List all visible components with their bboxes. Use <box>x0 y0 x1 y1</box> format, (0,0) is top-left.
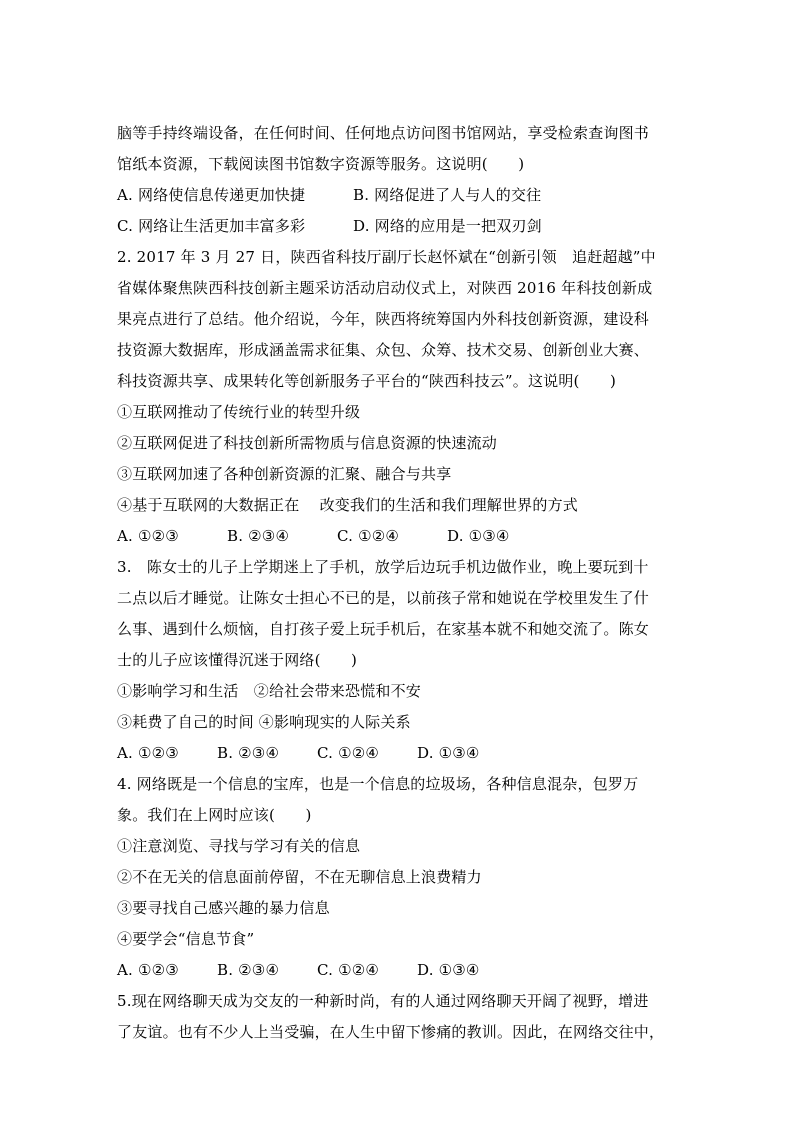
q3-line-2: 二点以后才睡觉。让陈女士担心不已的是，以前孩子常和她说在学校里发生了什 <box>117 589 650 607</box>
q4-statement-3: ③要寻找自己感兴趣的暴力信息 <box>117 899 330 917</box>
q2-statement-4: ④基于互联网的大数据正在 改变我们的生活和我们理解世界的方式 <box>117 496 578 514</box>
q1-options-row-1 <box>117 180 677 211</box>
q3-option-a: A. ①②③ <box>117 744 179 762</box>
q2-statement-3: ③互联网加速了各种创新资源的汇聚、融合与共享 <box>117 465 452 483</box>
q2-line-3: 果亮点进行了总结。他介绍说，今年，陕西将统筹国内外科技创新资源，建设科 <box>117 310 650 328</box>
q2-option-c: C. ①②④ <box>337 527 400 545</box>
q2-line-2: 省媒体聚焦陕西科技创新主题采访活动启动仪式上，对陕西 2016 年科技创新成 <box>117 279 653 297</box>
q1-line-2: 馆纸本资源，下载阅读图书馆数字资源等服务。这说明( ) <box>117 155 525 173</box>
q2-option-d: D. ①③④ <box>447 527 510 545</box>
q4-line-1: 4. 网络既是一个信息的宝库，也是一个信息的垃圾场，各种信息混杂，包罗万 <box>117 775 639 793</box>
q1-option-d: D. 网络的应用是一把双刃剑 <box>353 217 542 235</box>
q3-options-row <box>117 738 677 769</box>
q1-line-1: 脑等手持终端设备，在任何时间、任何地点访问图书馆网站，享受检索查询图书 <box>117 124 650 142</box>
q1-option-c: C. 网络让生活更加丰富多彩 <box>117 217 306 235</box>
q2-options-row <box>117 521 677 552</box>
q3-option-d: D. ①③④ <box>417 744 480 762</box>
q3-statement-1: ①影响学习和生活 ②给社会带来恐慌和不安 <box>117 682 422 700</box>
q1-options-row-2 <box>117 211 677 242</box>
q5-line-1: 5.现在网络聊天成为交友的一种新时尚，有的人通过网络聊天开阔了视野，增进 <box>117 992 649 1010</box>
q4-statement-4: ④要学会“信息节食” <box>117 930 255 948</box>
q2-line-4: 技资源大数据库，形成涵盖需求征集、众包、众筹、技术交易、创新创业大赛、 <box>117 341 650 359</box>
q1-option-b: B. 网络促进了人与人的交往 <box>353 186 542 204</box>
q2-line-1: 2. 2017 年 3 月 27 日，陕西省科技厅副厅长赵怀斌在“创新引领 追赶超越”中 <box>117 248 656 266</box>
q4-option-c: C. ①②④ <box>317 961 380 979</box>
q2-option-b: B. ②③④ <box>227 527 290 545</box>
q4-options-row <box>117 955 677 986</box>
q3-option-b: B. ②③④ <box>217 744 280 762</box>
q3-line-3: 么事、遇到什么烦恼，自打孩子爱上玩手机后，在家基本就不和她交流了。陈女 <box>117 620 650 638</box>
q2-line-5: 科技资源共享、成果转化等创新服务子平台的“陕西科技云”。这说明( ) <box>117 372 617 390</box>
q3-line-1: 3. 陈女士的儿子上学期迷上了手机，放学后边玩手机边做作业，晚上要玩到十 <box>117 558 649 576</box>
q4-option-b: B. ②③④ <box>217 961 280 979</box>
q5-line-2: 了友谊。也有不少人上当受骗，在人生中留下惨痛的教训。因此，在网络交往中， <box>117 1023 665 1041</box>
q4-option-d: D. ①③④ <box>417 961 480 979</box>
q4-statement-2: ②不在无关的信息面前停留，不在无聊信息上浪费精力 <box>117 868 482 886</box>
document-page <box>117 118 677 1048</box>
q3-option-c: C. ①②④ <box>317 744 380 762</box>
q4-option-a: A. ①②③ <box>117 961 179 979</box>
q4-line-2: 象。我们在上网时应该( ) <box>117 806 312 824</box>
q1-option-a: A. 网络使信息传递更加快捷 <box>117 186 306 204</box>
q2-statement-2: ②互联网促进了科技创新所需物质与信息资源的快速流动 <box>117 434 498 452</box>
q3-line-4: 士的儿子应该懂得沉迷于网络( ) <box>117 651 358 669</box>
q2-statement-1: ①互联网推动了传统行业的转型升级 <box>117 403 361 421</box>
q4-statement-1: ①注意浏览、寻找与学习有关的信息 <box>117 837 361 855</box>
q3-statement-2: ③耗费了自己的时间 ④影响现实的人际关系 <box>117 713 411 731</box>
q2-option-a: A. ①②③ <box>117 527 179 545</box>
